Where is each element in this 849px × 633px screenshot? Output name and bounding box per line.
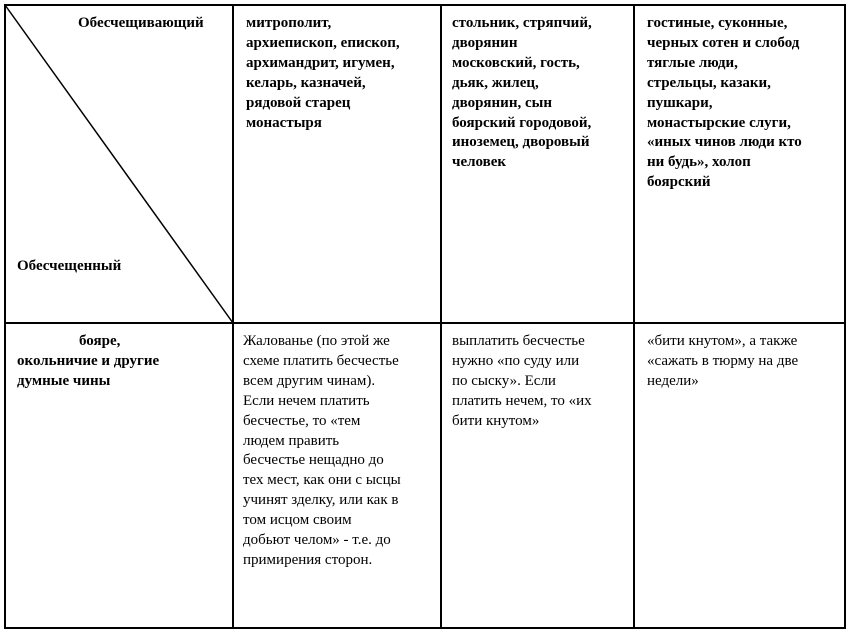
cell-boyars-service-people: выплатить бесчестье нужно «по суду или по сыску». Если платить нечем, то «их бити кнутом»: [452, 333, 592, 429]
row-label-line: бояре,: [79, 333, 121, 349]
row-label-boyars: [17, 332, 159, 392]
row-label-line: окольничие и другие: [17, 352, 160, 369]
cell-boyars-taxpayers: «бити кнутом», а также «сажать в тюрму на две недели»: [647, 333, 799, 389]
corner-label-offended: Обесчещенный: [17, 258, 122, 274]
header-column-service-people: стольник, стряпчий, дворянин московский, гость, дьяк, жилец, дворянин, сын боярский городовой, иноземец, дворовый человек: [452, 15, 592, 171]
corner-label-offender: Обесчещивающий: [78, 15, 204, 31]
header-column-clergy: митрополит, архиепископ, епископ, архимандрит, игумен, келарь, казначей, рядовой старец монастыря: [246, 15, 400, 131]
header-column-taxpayers: гостиные, суконные, черных сотен и слобод тяглые люди, стрельцы, казаки, пушкари, монастырские слуги, «иных чинов люди кто ни будь», холоп боярский: [647, 15, 802, 191]
cell-boyars-clergy: Жалованье (по этой же схеме платить бесчестье всем другим чинам). Если нечем платить бесчестье, то «тем людем править бесчестье нещадно до тех мест, как они с ысцы учинят зделку, или как в том исцом своим добьют челом» - т.е. до примирения сторон.: [243, 333, 401, 568]
row-label-line: думные чины: [17, 372, 111, 389]
